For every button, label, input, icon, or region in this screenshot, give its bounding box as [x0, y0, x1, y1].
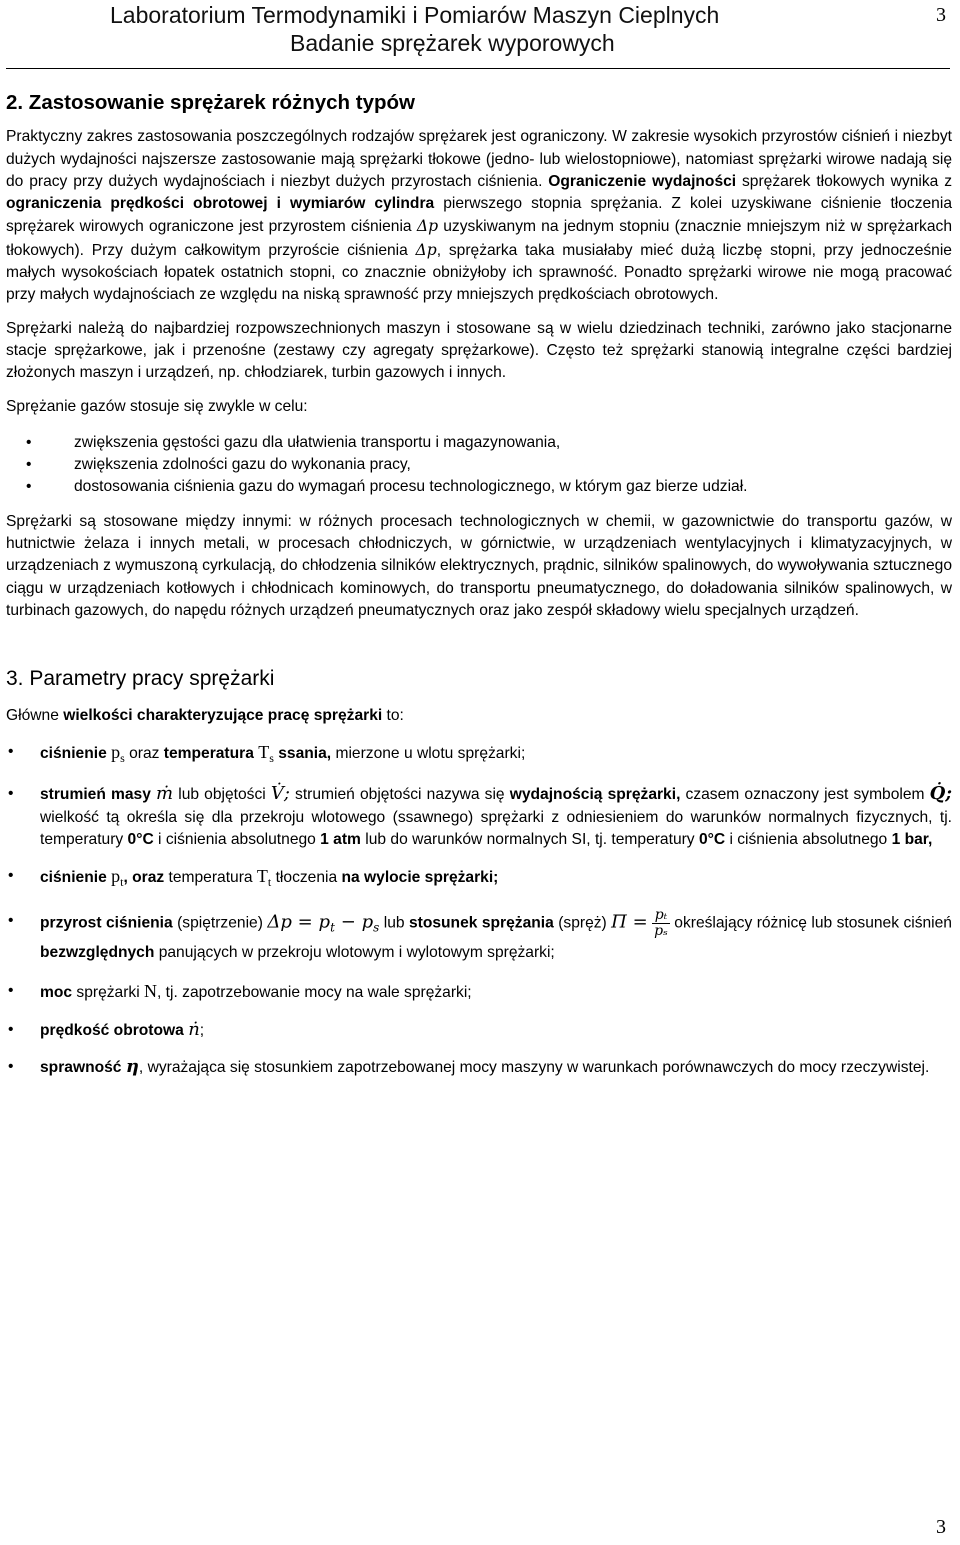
bold-text: wielkości charakteryzujące pracę sprężarki — [63, 706, 383, 724]
bold-text: ograniczenia prędkości obrotowej i wymiarów cylindra — [6, 195, 435, 213]
text: (spręż) — [553, 914, 612, 932]
text: określający różnicę lub stosunek ciśnień — [669, 914, 952, 932]
text: lub — [379, 914, 409, 932]
section-3-intro — [6, 705, 952, 727]
text: pierwszego stopnia sprężania. Z kolei uzyskiwane ciśnienie tłoczenia sprężarek wirowych ograniczone jest przyrostem ciśnienia — [6, 195, 952, 236]
fraction-numerator: pₜ — [652, 908, 670, 924]
bold-text: 0°C — [127, 830, 154, 848]
list-item: • dostosowania ciśnienia gazu do wymagań procesu technologicznego, w którym gaz bierze udział. — [6, 476, 952, 498]
section-2-paragraph-2: Sprężarki należą do najbardziej rozpowszechnionych maszyn i stosowane są w wielu dziedzinach techniki, zarówno jako stacjonarne stacje sprężarkowe, jak i przenośne (zestawy czy agregaty sprężarkowe). Często też sprężarki stanowią integralne części bardziej złożonych maszyn i urządzeń, np. chłodziarek, turbin gazowych i innych. — [6, 319, 952, 382]
math-subscript: t — [267, 875, 272, 890]
bold-text: Ograniczenie wydajności — [548, 172, 737, 190]
bold-text: wydajnością sprężarki, — [509, 786, 681, 804]
math-equation: Π = — [611, 911, 648, 933]
param-discharge-pressure-temperature — [6, 865, 952, 893]
section-3-heading: 3. Parametry pracy sprężarki — [6, 667, 275, 691]
text: lub objętości — [173, 786, 271, 804]
text: , wyrażająca się stosunkiem zapotrzebowanej mocy maszyny w warunkach porównawczych do mocy rzeczywistej. — [138, 1058, 930, 1076]
param-pressure-rise-ratio — [6, 908, 952, 967]
text: Praktyczny zakres zastosowania poszczególnych rodzajów sprężarek jest ograniczony. W zakresie wysokich przyrostów ciśnień i niezbyt dużych wydajności najszersze zastosowanie mają sprężarki tłokowe (jedno- lub wielostopniowe), natomiast sprężarki wirowe nadają się do pracy przy dużych wydajnościach i niezbyt dużych przyrostach ciśnienia. — [6, 128, 952, 190]
bold-text: na wylocie sprężarki; — [341, 869, 499, 887]
math-subscript: s — [373, 920, 380, 935]
math-symbol: p — [111, 866, 121, 887]
text: oraz — [124, 744, 164, 762]
bold-text: prędkość obrotowa — [40, 1021, 184, 1039]
math-symbol: Q̇; — [929, 783, 952, 805]
text: czasem oznaczony jest symbolem — [680, 786, 930, 804]
pressure-ratio-fraction — [652, 908, 670, 939]
header-rule — [6, 68, 950, 69]
text: (spiętrzenie) — [172, 914, 268, 932]
math-subscript: t — [330, 920, 335, 935]
text: to: — [382, 706, 404, 724]
parameters-list — [6, 741, 952, 1079]
math-equation: Δp = p — [267, 911, 331, 933]
text: Główne — [6, 706, 64, 724]
math-symbol: V̇; — [270, 783, 290, 805]
param-rotational-speed — [6, 1019, 952, 1042]
bold-text: ciśnienie — [40, 744, 107, 762]
text: wielkość tą określa się dla przekroju wlotowego (ssawnego) sprężarki z odniesieniem do warunków normalnych fizycznych, tj. temperatury — [40, 808, 952, 848]
section-2-paragraph-1 — [6, 126, 952, 306]
bold-text: 0°C — [698, 830, 726, 848]
bold-text: ciśnienie — [40, 869, 107, 887]
math-subscript: s — [120, 750, 125, 765]
bold-text: sprawność — [40, 1058, 122, 1076]
bold-text: temperatura — [163, 744, 254, 762]
math-subscript: t — [120, 875, 124, 890]
param-suction-pressure-temperature — [6, 741, 952, 769]
header-page-number: 3 — [936, 4, 946, 26]
section-2-paragraph-4: Sprężarki są stosowane między innymi: w różnych procesach technologicznych w chemii, w gazownictwie do transportu gazów, w hutnictwie żelaza i innych metali, w procesach chłodniczych, w górnictwie, w urządzeniach wentylacyjnych i klimatyzacyjnych, w urządzeniach z wymuszoną cyrkulacją, do chłodzenia silników elektrycznych, prądnic, silników spalinowych, do wywoływania sztucznego ciągu w urządzeniach kotłowych i chłodnicach kominowych, do transportu pneumatycznego, do doładowania silników spalinowych, w turbinach gazowych, do napędu różnych urządzeń pneumatycznych oraz jako zespół składowy wielu specjalnych urządzeń. — [6, 512, 952, 619]
bold-text: moc — [40, 984, 73, 1002]
math-symbol: T — [256, 866, 268, 887]
bold-text: bezwzględnych — [40, 944, 155, 962]
math-symbol: Δp — [416, 217, 439, 236]
page-content — [6, 92, 952, 1093]
section-2-heading: 2. Zastosowanie sprężarek różnych typów — [6, 91, 415, 114]
list-item: • zwiększenia gęstości gazu dla ułatwienia transportu i magazynowania, — [6, 432, 952, 454]
math-symbol: ṁ — [156, 783, 174, 805]
header-lab-title: Laboratorium Termodynamiki i Pomiarów Maszyn Cieplnych — [110, 2, 720, 28]
bold-text: 1 atm — [320, 830, 361, 848]
text: temperatura — [164, 869, 257, 887]
math-symbol: ṅ — [188, 1018, 200, 1040]
math-subscript: s — [269, 750, 274, 765]
text: i ciśnienia absolutnego — [725, 830, 892, 848]
text: panujących w przekroju wlotowym i wylotowym sprężarki; — [154, 944, 555, 962]
fraction-denominator: pₛ — [654, 922, 668, 939]
section-2-paragraph-3: Sprężanie gazów stosuje się zwykle w celu: — [6, 397, 308, 415]
param-power — [6, 980, 952, 1004]
param-efficiency — [6, 1056, 952, 1079]
text: tłoczenia — [271, 869, 342, 887]
math-symbol: p — [111, 741, 121, 762]
math-symbol: η — [125, 1055, 139, 1077]
text: sprężarki — [72, 984, 145, 1002]
text: uzyskiwanym na jednym stopniu (znacznie mniejszym niż w sprężarkach tłokowych). Przy dużym całkowitym przyroście ciśnienia — [6, 218, 952, 259]
text: lub do warunków normalnych SI, tj. temperatury — [360, 830, 699, 848]
text: , sprężarka taka musiałaby mieć dużą liczbę stopni, przy jednocześnie małych wysokościach łopatek ostatnich stopni, co znacznie obniżyłoby ich sprawność. Ponadto sprężarki wirowe nie mogą pracować przy małych wydajnościach ze względu na niską sprawność przy mniejszych prędkościach obrotowych. — [6, 241, 952, 304]
bold-text: 1 bar, — [891, 830, 933, 848]
bold-text: , oraz — [123, 869, 165, 887]
math-equation: − p — [334, 911, 374, 933]
bold-text: strumień masy — [40, 786, 151, 804]
text: sprężarek tłokowych wynika z — [736, 172, 952, 190]
header-subject: Badanie sprężarek wyporowych — [290, 30, 615, 56]
param-mass-volume-flow — [6, 783, 952, 851]
text: strumień objętości nazywa się — [289, 786, 510, 804]
footer-page-number: 3 — [936, 1516, 946, 1538]
bold-text: stosunek sprężania — [408, 914, 554, 932]
text: ; — [199, 1021, 205, 1039]
list-item: • zwiększenia zdolności gazu do wykonania pracy, — [6, 454, 952, 476]
text: i ciśnienia absolutnego — [153, 830, 321, 848]
bold-text: przyrost ciśnienia — [40, 914, 173, 932]
bold-text: ssania, — [273, 744, 332, 762]
text: , tj. zapotrzebowanie mocy na wale sprężarki; — [157, 984, 472, 1002]
math-symbol: T — [258, 741, 270, 762]
purpose-list — [6, 432, 952, 499]
page-header — [0, 0, 960, 64]
text: mierzone u wlotu sprężarki; — [331, 744, 526, 762]
math-symbol: Δp — [415, 240, 437, 259]
math-symbol: N — [144, 981, 158, 1002]
